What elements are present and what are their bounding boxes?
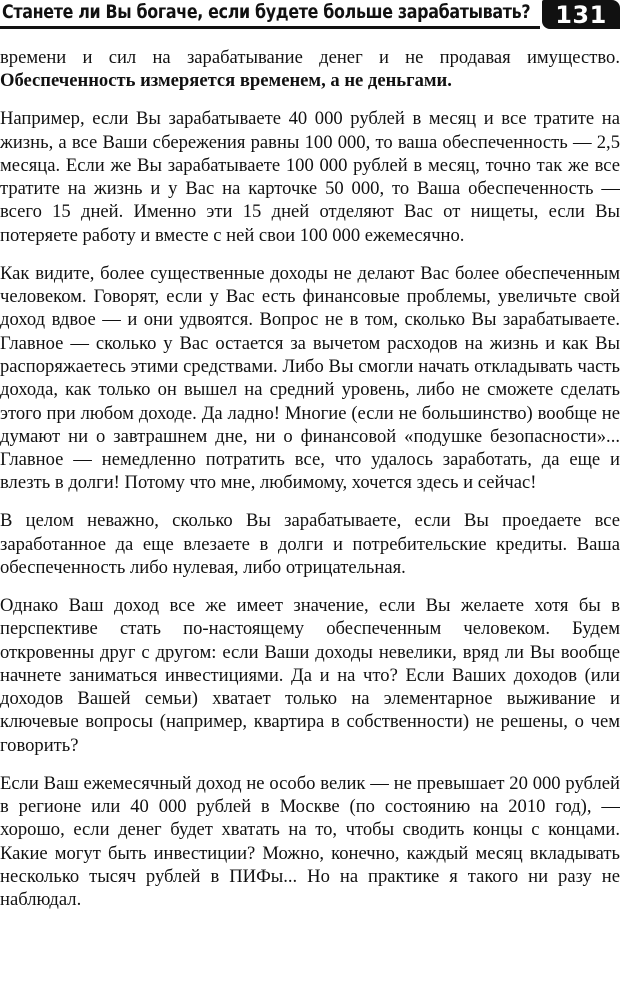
- paragraph: В целом неважно, сколько Вы зарабатываете, если Вы проедаете все заработанное да еще влезаете в долги и потребительские кредиты. Ваша обеспеченность либо нулевая, либо отрицательная.: [0, 510, 620, 578]
- paragraph-bold-text: Обеспеченность измеряется временем, а не деньгами.: [0, 70, 452, 92]
- paragraph-text: времени и сил на зарабатывание денег и не продавая имущество.: [0, 47, 620, 68]
- page-number: 131: [555, 1, 607, 29]
- paragraph: Например, если Вы зарабатываете 40 000 рублей в месяц и все тратите на жизнь, а все Ваши сбережения равны 100 000, то ваша обеспеченность — 2,5 месяца. Если же Вы зарабатываете 100 000 рублей в месяц, точно так же все тратите на жизнь и у Вас на карточке 50 000, то Ваша обеспеченность — всего 15 дней. Именно эти 15 дней отделяют Вас от нищеты, если Вы потеряете работу и вместе с ней свои 100 000 ежемесячно.: [0, 108, 620, 246]
- paragraph: Если Ваш ежемесячный доход не особо велик — не превышает 20 000 рублей в регионе или 40 000 рублей в Москве (по состоянию на 2010 год), — хорошо, если денег будет хватать на то, чтобы сводить концы с концами. Какие могут быть инвестиции? Можно, конечно, каждый месяц вкладывать несколько тысяч рублей в ПИФы... Но на практике я такого ни разу не наблюдал.: [0, 772, 620, 911]
- header-rule: [0, 26, 540, 29]
- paragraph: [0, 46, 620, 93]
- page-number-badge: [542, 0, 620, 29]
- body-text: [0, 46, 620, 912]
- paragraph: Однако Ваш доход все же имеет значение, если Вы желаете хотя бы в перспективе стать по-настоящему обеспеченным человеком. Будем откровенны друг с другом: если Ваши доходы невелики, вряд ли Вы вообще начнете заниматься инвестициями. Да и на что? Если Ваших доходов (или доходов Вашей семьи) хватает только на элементарное выживание и ключевые вопросы (например, квартира в собственности) не решены, о чем говорить?: [0, 594, 620, 756]
- paragraph: Как видите, более существенные доходы не делают Вас более обеспеченным человеком. Говорят, если у Вас есть финансовые проблемы, увеличьте свой доход вдвое — и они удвоятся. Вопрос не в том, сколько Вы зарабатываете. Главное — сколько у Вас остается за вычетом расходов на жизнь и как Вы распоряжаетесь этими средствами. Либо Вы смогли начать откладывать часть дохода, как только он вышел на средний уровень, либо не сможете сделать этого при любом доходе. Да ладно! Многие (если не большинство) вообще не думают ни о завтрашнем дне, ни о финансовой «подушке безопасности»... Главное — немедленно потратить все, что удалось заработать, да еще и влезть в долги! Потому что мне, любимому, хочется здесь и сейчас!: [0, 262, 620, 494]
- running-header: [0, 0, 620, 34]
- chapter-title: Станете ли Вы богаче, если будете больше зарабатывать?: [2, 2, 531, 23]
